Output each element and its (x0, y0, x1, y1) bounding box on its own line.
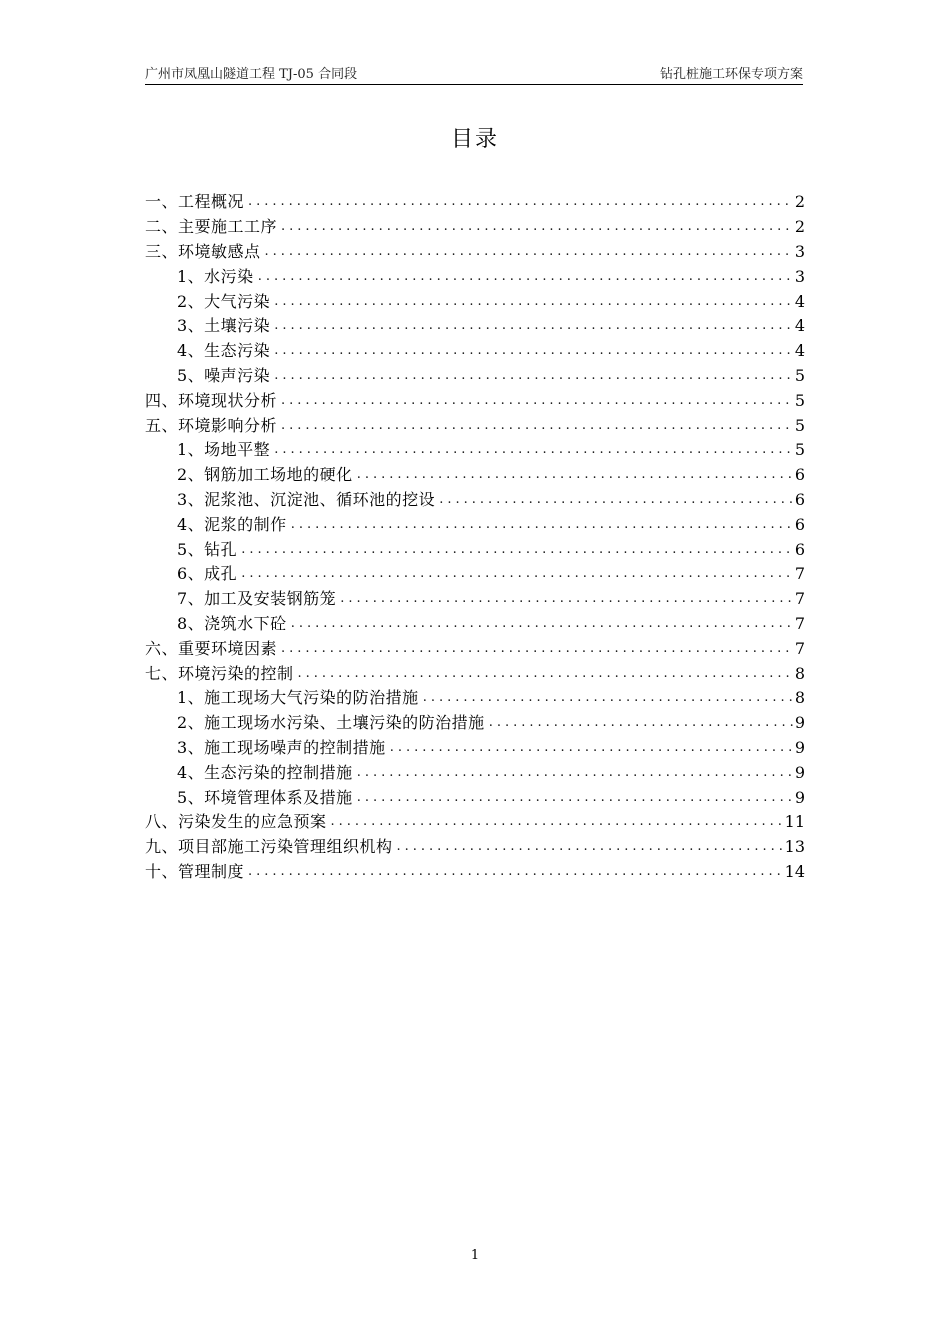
toc-subentry[interactable] (145, 364, 805, 389)
toc-dot-leader (274, 294, 793, 310)
toc-dot-leader (281, 418, 793, 434)
toc-dot-leader (281, 641, 793, 657)
toc-dot-leader (274, 343, 793, 359)
toc-entry-label: 八、污染发生的应急预案 (145, 812, 327, 832)
toc-dot-leader (291, 517, 793, 533)
header-project-name: 广州市凤凰山隧道工程 TJ-05 合同段 (145, 67, 358, 82)
toc-dot-leader (248, 194, 793, 210)
toc-dot-leader (397, 839, 783, 855)
toc-entry-label: 1、施工现场大气污染的防治措施 (177, 688, 419, 708)
toc-entry-label: 4、生态污染 (177, 341, 271, 361)
toc-entry[interactable] (145, 661, 805, 686)
toc-dot-leader (241, 542, 793, 558)
toc-entry[interactable] (145, 860, 805, 885)
toc-entry-label: 2、施工现场水污染、土壤污染的防治措施 (177, 713, 485, 733)
toc-entry-page: 6 (794, 489, 805, 509)
toc-subentry[interactable] (145, 760, 805, 785)
toc-entry-page: 9 (794, 762, 805, 782)
toc-entry-label: 四、环境现状分析 (145, 390, 278, 410)
toc-entry[interactable] (145, 190, 805, 215)
toc-entry-page: 5 (794, 390, 805, 410)
toc-dot-leader (248, 864, 783, 880)
toc-entry-label: 3、泥浆池、沉淀池、循环池的挖设 (177, 489, 436, 509)
toc-entry-label: 3、土壤污染 (177, 316, 271, 336)
toc-subentry[interactable] (145, 339, 805, 364)
toc-entry[interactable] (145, 413, 805, 438)
toc-entry-page: 7 (794, 613, 805, 633)
toc-subentry[interactable] (145, 736, 805, 761)
toc-entry-page: 13 (784, 837, 805, 857)
toc-subentry[interactable] (145, 785, 805, 810)
toc-subentry[interactable] (145, 587, 805, 612)
toc-entry-label: 5、噪声污染 (177, 365, 271, 385)
toc-entry-label: 九、项目部施工污染管理组织机构 (145, 837, 393, 857)
toc-subentry[interactable] (145, 711, 805, 736)
toc-dot-leader (357, 765, 793, 781)
toc-entry-page: 6 (794, 539, 805, 559)
toc-subentry[interactable] (145, 562, 805, 587)
toc-entry-page: 3 (794, 241, 805, 261)
toc-dot-leader (281, 393, 793, 409)
toc-entry-page: 9 (794, 713, 805, 733)
toc-entry-page: 4 (794, 291, 805, 311)
toc-dot-leader (423, 690, 793, 706)
toc-dot-leader (340, 591, 793, 607)
page-header (145, 66, 803, 85)
toc-entry-label: 7、加工及安装钢筋笼 (177, 589, 337, 609)
toc-entry-label: 三、环境敏感点 (145, 241, 261, 261)
toc-entry-page: 11 (784, 812, 805, 832)
toc-dot-leader (258, 269, 793, 285)
toc-dot-leader (390, 740, 793, 756)
toc-dot-leader (489, 715, 793, 731)
toc-dot-leader (281, 219, 793, 235)
toc-dot-leader (274, 318, 793, 334)
toc-entry-label: 6、成孔 (177, 564, 238, 584)
toc-entry[interactable] (145, 636, 805, 661)
toc-subentry[interactable] (145, 264, 805, 289)
toc-entry-page: 5 (794, 365, 805, 385)
toc-dot-leader (357, 790, 793, 806)
toc-entry-label: 4、生态污染的控制措施 (177, 762, 353, 782)
toc-subentry[interactable] (145, 488, 805, 513)
toc-dot-leader (274, 442, 793, 458)
toc-entry-label: 一、工程概况 (145, 192, 245, 212)
toc-entry[interactable] (145, 240, 805, 265)
toc-entry-page: 3 (794, 266, 805, 286)
toc-entry-label: 五、环境影响分析 (145, 415, 278, 435)
table-of-contents (145, 190, 805, 884)
toc-entry-label: 1、场地平整 (177, 440, 271, 460)
toc-entry-label: 4、泥浆的制作 (177, 514, 287, 534)
toc-entry-page: 2 (794, 217, 805, 237)
toc-dot-leader (439, 492, 793, 508)
toc-subentry[interactable] (145, 314, 805, 339)
toc-entry-label: 六、重要环境因素 (145, 638, 278, 658)
toc-title: 目录 (450, 127, 499, 152)
toc-entry-page: 4 (794, 341, 805, 361)
toc-entry-page: 4 (794, 316, 805, 336)
toc-entry-page: 6 (794, 465, 805, 485)
toc-entry-page: 7 (794, 564, 805, 584)
toc-dot-leader (241, 566, 793, 582)
toc-entry-page: 5 (794, 440, 805, 460)
toc-entry-page: 8 (794, 663, 805, 683)
toc-entry-page: 2 (794, 192, 805, 212)
toc-dot-leader (298, 666, 793, 682)
toc-entry[interactable] (145, 388, 805, 413)
toc-entry[interactable] (145, 835, 805, 860)
toc-subentry[interactable] (145, 537, 805, 562)
toc-entry-label: 1、水污染 (177, 266, 254, 286)
toc-subentry[interactable] (145, 438, 805, 463)
toc-entry-label: 5、钻孔 (177, 539, 238, 559)
toc-dot-leader (265, 244, 793, 260)
toc-entry-page: 6 (794, 514, 805, 534)
toc-subentry[interactable] (145, 686, 805, 711)
toc-entry[interactable] (145, 810, 805, 835)
toc-entry-label: 十、管理制度 (145, 861, 245, 881)
toc-entry-label: 5、环境管理体系及措施 (177, 787, 353, 807)
toc-subentry[interactable] (145, 512, 805, 537)
toc-subentry[interactable] (145, 612, 805, 637)
toc-entry-page: 9 (794, 787, 805, 807)
toc-entry-label: 二、主要施工工序 (145, 217, 278, 237)
toc-entry[interactable] (145, 215, 805, 240)
toc-entry-label: 3、施工现场噪声的控制措施 (177, 737, 386, 757)
page-number: 1 (470, 1248, 480, 1263)
toc-dot-leader (357, 467, 793, 483)
toc-entry-page: 7 (794, 589, 805, 609)
toc-dot-leader (274, 368, 793, 384)
toc-entry-page: 7 (794, 638, 805, 658)
toc-entry-label: 七、环境污染的控制 (145, 663, 294, 683)
toc-entry-label: 8、浇筑水下砼 (177, 613, 287, 633)
toc-entry-page: 5 (794, 415, 805, 435)
toc-dot-leader (291, 616, 793, 632)
toc-dot-leader (331, 814, 783, 830)
toc-entry-label: 2、钢筋加工场地的硬化 (177, 465, 353, 485)
toc-entry-page: 9 (794, 737, 805, 757)
toc-entry-page: 8 (794, 688, 805, 708)
toc-entry-page: 14 (784, 861, 805, 881)
toc-subentry[interactable] (145, 289, 805, 314)
toc-subentry[interactable] (145, 463, 805, 488)
toc-entry-label: 2、大气污染 (177, 291, 271, 311)
header-document-title: 钻孔桩施工环保专项方案 (659, 67, 803, 82)
